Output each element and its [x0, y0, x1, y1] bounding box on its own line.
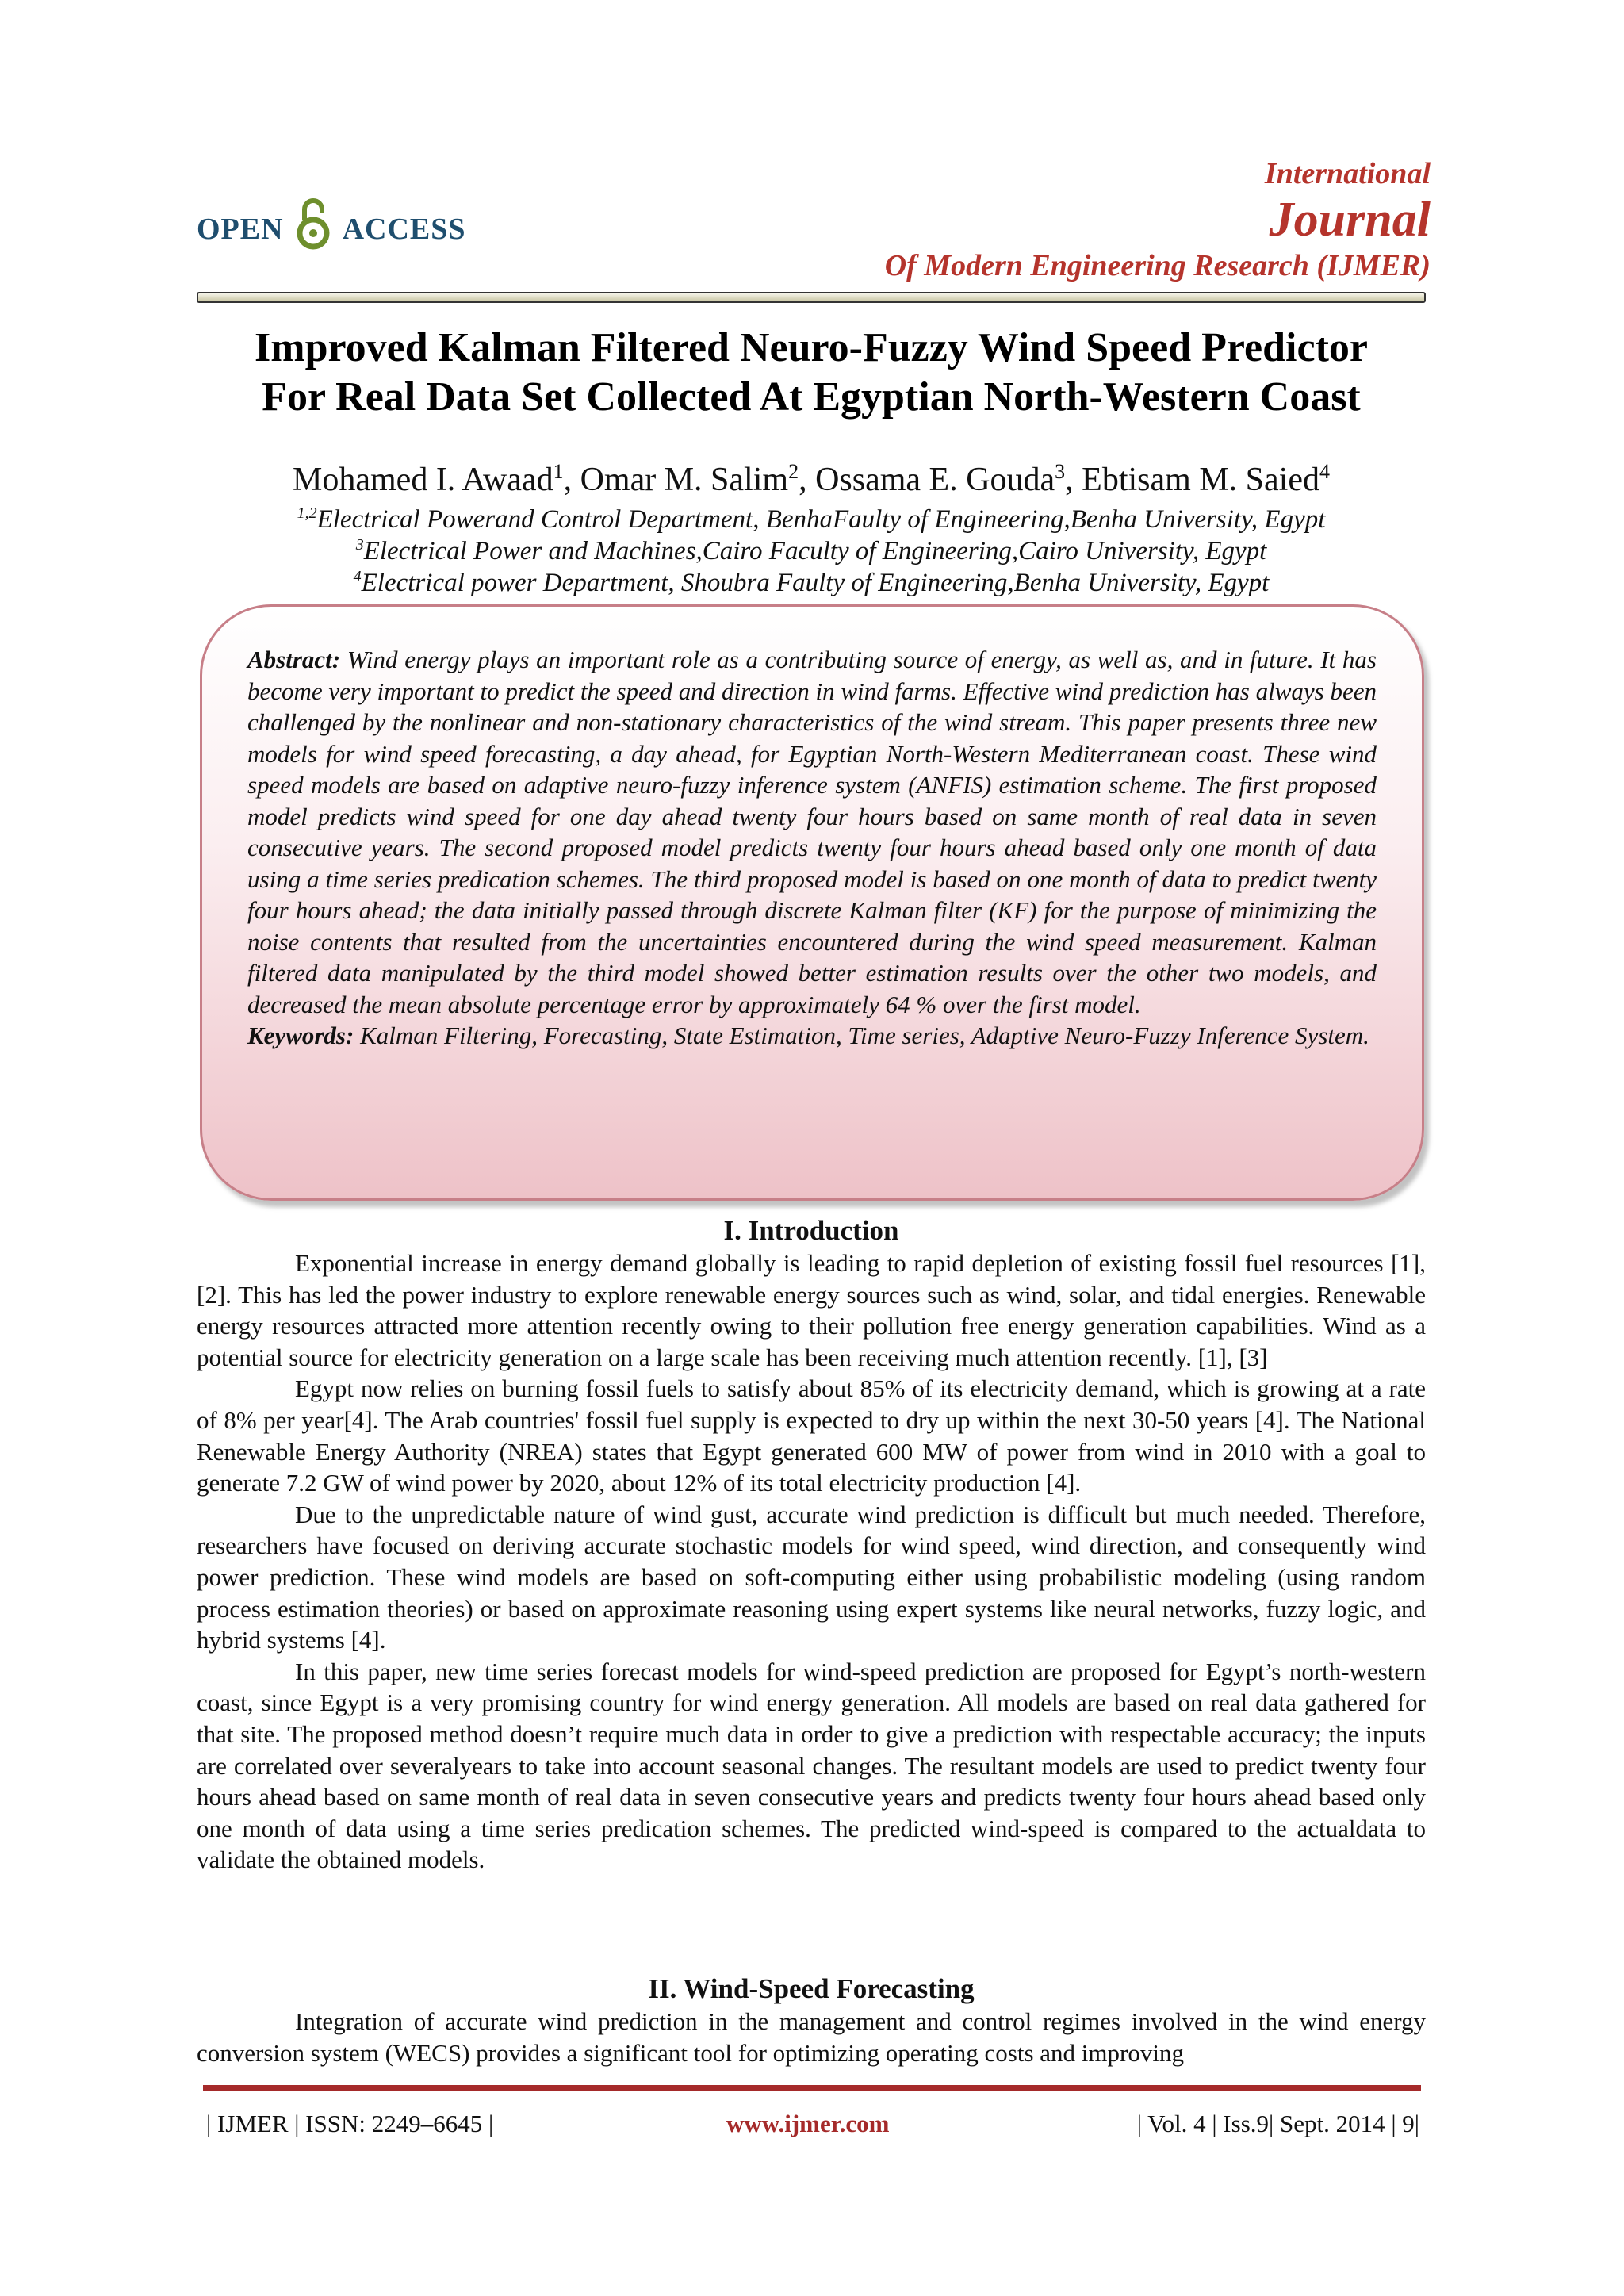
introduction-body	[197, 1248, 1426, 1876]
author-sup: 3	[1055, 460, 1066, 483]
abstract	[247, 644, 1377, 1052]
author-name: Mohamed I. Awaad	[293, 462, 553, 498]
open-label: OPEN	[197, 213, 284, 246]
title-line-2: For Real Data Set Collected At Egyptian North-Western Coast	[262, 374, 1361, 420]
section-heading-introduction: I. Introduction	[723, 1215, 899, 1246]
affiliation-text: Electrical Power and Machines,Cairo Faculty of Engineering,Cairo University, Egypt	[363, 537, 1267, 565]
paragraph: Exponential increase in energy demand globally is leading to rapid depletion of existing fossil fuel resources [1], [2]. This has led the power industry to explore renewable energy sources such as wind, solar, and tidal energies. Renewable energy resources attracted more attention recently owing to their pollution free energy generation capabilities. Wind as a potential source for electricity generation on a large scale has been receiving much attention recently. [1], [3]	[197, 1249, 1426, 1371]
journal-line-international: International	[1264, 157, 1431, 190]
author-sup: 2	[788, 460, 799, 483]
author-name: Ebtisam M. Saied	[1082, 462, 1320, 498]
title-line-1: Improved Kalman Filtered Neuro-Fuzzy Wind Speed Predictor	[255, 325, 1368, 370]
paragraph: Due to the unpredictable nature of wind gust, accurate wind prediction is difficult but much needed. Therefore, researchers have focused on deriving accurate stochastic models for wind speed, wind direction, and consequently wind power prediction. These wind models are based on soft-computing either using probabilistic modeling (using random process estimation theories) or based on approximate reasoning using expert systems like neural networks, fuzzy logic, and hybrid systems [4].	[197, 1500, 1426, 1654]
footer-issn: | IJMER | ISSN: 2249–6645 |	[206, 2110, 494, 2137]
paragraph: In this paper, new time series forecast models for wind-speed prediction are proposed for Egypt’s north-western coast, since Egypt is a very promising country for wind energy generation. All models are based on real data gathered for that site. The proposed method doesn’t require much data in order to give a prediction with respectable accuracy; the inputs are correlated over severalyears to take into account seasonal changes. The resultant models are used to predict twenty four hours ahead based on same month of real data in seven consecutive years and predicts twenty four hours ahead based only one month of data using a time series predication schemes. The predicted wind-speed is compared to the actualdata to validate the obtained models.	[197, 1657, 1426, 1874]
author-sup: 4	[1319, 460, 1330, 483]
paper-title	[197, 324, 1426, 422]
journal-name	[885, 155, 1431, 284]
author-name: Ossama E. Gouda	[815, 462, 1055, 498]
affiliation-3	[197, 561, 1426, 599]
footer-volume-page: | Vol. 4 | Iss.9| Sept. 2014 | 9|	[1136, 2110, 1419, 2137]
header-divider	[197, 292, 1426, 303]
author-name: Omar M. Salim	[580, 462, 789, 498]
keywords-label: Keywords:	[247, 1022, 354, 1049]
journal-line-journal: Journal	[1269, 193, 1431, 247]
footer-website-link[interactable]: www.ijmer.com	[726, 2110, 890, 2137]
paragraph: Integration of accurate wind prediction in the management and control regimes involved in the wind energy conversion system (WECS) provides a significant tool for optimizing operating costs and improving	[197, 2007, 1426, 2067]
forecasting-body	[197, 2006, 1426, 2068]
abstract-body: Wind energy plays an important role as a contributing source of energy, as well as, and in future. It has become very important to predict the speed and direction in wind farms. Effective wind prediction has always been challenged by the nonlinear and non-stationary characteristics of the wind stream. This paper presents three new models for wind speed forecasting, a day ahead, for Egyptian North-Western Mediterranean coast. These wind speed models are based on adaptive neuro-fuzzy inference system (ANFIS) estimation scheme. The first proposed model predicts wind speed for one day ahead twenty four hours based on same month of real data in seven consecutive years. The second proposed model predicts twenty four hours ahead based only one month of data using a time series predication schemes. The third proposed model is based on one month of data to predict twenty four hours ahead; the data initially passed through discrete Kalman filter (KF) for the purpose of minimizing the noise contents that resulted from the uncertainties encountered during the wind speed measurement. Kalman filtered data manipulated by the third model showed better estimation results over the other two models, and decreased the mean absolute percentage error by approximately 64 % over the first model.	[247, 646, 1377, 1018]
keywords-paragraph	[247, 1020, 1377, 1052]
footer-divider	[203, 2085, 1421, 2091]
affiliation-sup: 1,2	[297, 504, 317, 522]
section-heading-wind-speed-forecasting: II. Wind-Speed Forecasting	[648, 1973, 975, 2004]
author-list: Mohamed I. Awaad$^1$, Omar M. Salim$^2$, Ossama E. Gouda$^3$, Ebtisam M. Saied$^4$	[293, 460, 1330, 498]
affiliation-text: Electrical power Department, Shoubra Faulty of Engineering,Benha University, Egypt	[361, 569, 1270, 597]
page-footer	[206, 2110, 1419, 2141]
access-label: ACCESS	[342, 213, 466, 246]
abstract-label: Abstract:	[247, 646, 341, 673]
affiliation-text: Electrical Powerand Control Department, BenhaFaulty of Engineering,Benha University, Egypt	[316, 505, 1326, 534]
open-access-logo	[197, 203, 466, 255]
journal-line-ijmer: Of Modern Engineering Research (IJMER)	[884, 249, 1431, 282]
keywords-body: Kalman Filtering, Forecasting, State Estimation, Time series, Adaptive Neuro-Fuzzy Inference System.	[360, 1022, 1369, 1049]
affiliation-sup: 4	[353, 568, 362, 585]
paragraph: Egypt now relies on burning fossil fuels to satisfy about 85% of its electricity demand, which is growing at a rate of 8% per year[4]. The Arab countries' fossil fuel supply is expected to dry up within the next 30-50 years [4]. The National Renewable Energy Authority (NREA) states that Egypt generated 600 MW of power from wind in 2010 with a goal to generate 7.2 GW of wind power by 2020, about 12% of its total electricity production [4].	[197, 1374, 1426, 1497]
open-lock-icon	[295, 198, 331, 251]
abstract-paragraph	[247, 644, 1377, 1020]
author-sup: 1	[553, 460, 564, 483]
affiliation-sup: 3	[355, 536, 364, 554]
